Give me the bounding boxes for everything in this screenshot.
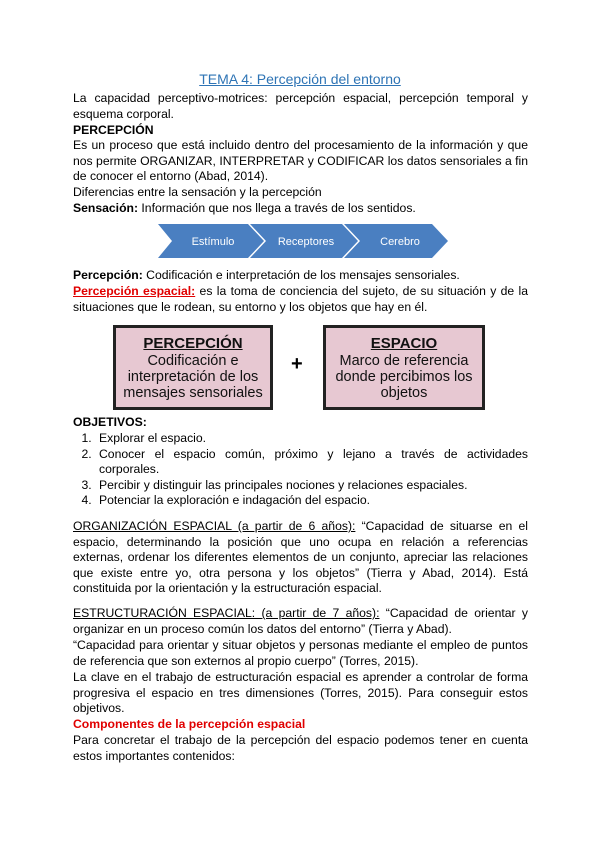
espacio-box-body: Marco de referencia donde percibimos los objetos [335,353,473,401]
percepcion-label: Percepción: [73,268,143,282]
percepcion-espacial-label: Percepción espacial: [73,284,196,298]
organizacion-paragraph [73,519,528,597]
diferencias-line: Diferencias entre la sensación y la percepción [73,185,322,199]
sensacion-text: Información que nos llega a través de los sentidos. [138,201,416,215]
percepcion-espacial-paragraph [73,284,528,315]
sensacion-line [73,201,528,217]
plus-sign: + [291,353,303,375]
percepcion-espacial-text: es la toma de conciencia del sujeto, de su situación y de la situaciones que le rodean, su entorno y los objetos que hay en él. [73,284,529,314]
objetivo-item: 3. Percibir y distinguir las principales nociones y relaciones espaciales. [95,478,528,494]
sensacion-label: Sensación: [73,201,139,215]
objetivos-heading: OBJETIVOS: [73,415,147,429]
estructuracion-text: “Capacidad de orientar y organizar en un proceso común los datos del entorno” (Tierra y Abad). [73,606,528,636]
espacio-box-heading: ESPACIO [370,335,438,352]
clave-paragraph: La clave en el trabajo de estructuración espacial es aprender a controlar de forma progresiva el espacio en tres dimensiones (Torres, 2015). Para conseguir estos objetivos. [73,670,528,715]
objetivo-item: 2. Conocer el espacio común, próximo y lejano a través de actividades corporales. [95,447,528,478]
organizacion-label: ORGANIZACIÓN ESPACIAL (a partir de 6 años): [73,519,356,533]
percepcion-box [113,325,273,410]
percepcion-definition: Es un proceso que está incluido dentro del procesamiento de la información y que nos permite ORGANIZAR, INTERPRETAR y CODIFICAR los datos sensoriales a fin de conocer el entorno (Abad, 2014). [73,138,528,183]
espacio-box [323,325,485,410]
flow-step-receptores: Receptores [277,236,335,248]
estructuracion-quote: “Capacidad para orientar y situar objetos y personas mediante el empleo de puntos de referencia que son externos al propio cuerpo” (Torres, 2015). [73,638,528,668]
page-title: TEMA 4: Percepción del entorno [199,71,401,87]
objetivo-item: 1. Explorar el espacio. [95,431,528,447]
flow-step-cerebro: Cerebro [380,236,420,248]
componentes-text: Para concretar el trabajo de la percepción del espacio podemos tener en cuenta estos importantes contenidos: [73,733,528,763]
objetivos-list-wrap [73,431,528,509]
percepcion-box-body: Codificación e interpretación de los mensajes sensoriales [123,353,263,401]
percepcion-line [73,268,528,284]
componentes-heading: Componentes de la percepción espacial [73,717,306,731]
intro-paragraph: La capacidad perceptivo-motrices: percepción espacial, percepción temporal y esquema corporal. [73,91,528,121]
estructuracion-label: ESTRUCTURACIÓN ESPACIAL: (a partir de 7 años): [73,606,380,620]
percepcion-heading: PERCEPCIÓN [73,123,154,137]
percepcion-text: Codificación e interpretación de los mensajes sensoriales. [142,268,460,282]
estructuracion-paragraph [73,606,528,637]
objetivo-item: 4. Potenciar la exploración e indagación del espacio. [95,493,528,509]
flow-chevrons [158,222,448,260]
organizacion-text: “Capacidad de situarse en el espacio, determinando la posición que uno ocupa en relación a referencias externas, ordenar los diferentes elementos de un conjunto, apreciar las relaciones que existe entre yo, otra persona y los objetos” (Tierra y Abad, 2014). Está constituida por la orientación y la estructuración espacial. [73,519,528,595]
flow-step-estimulo: Estímulo [191,236,235,248]
objetivos-list [73,431,528,509]
percepcion-box-heading: PERCEPCIÓN [143,335,243,352]
flow-diagram [158,222,448,260]
